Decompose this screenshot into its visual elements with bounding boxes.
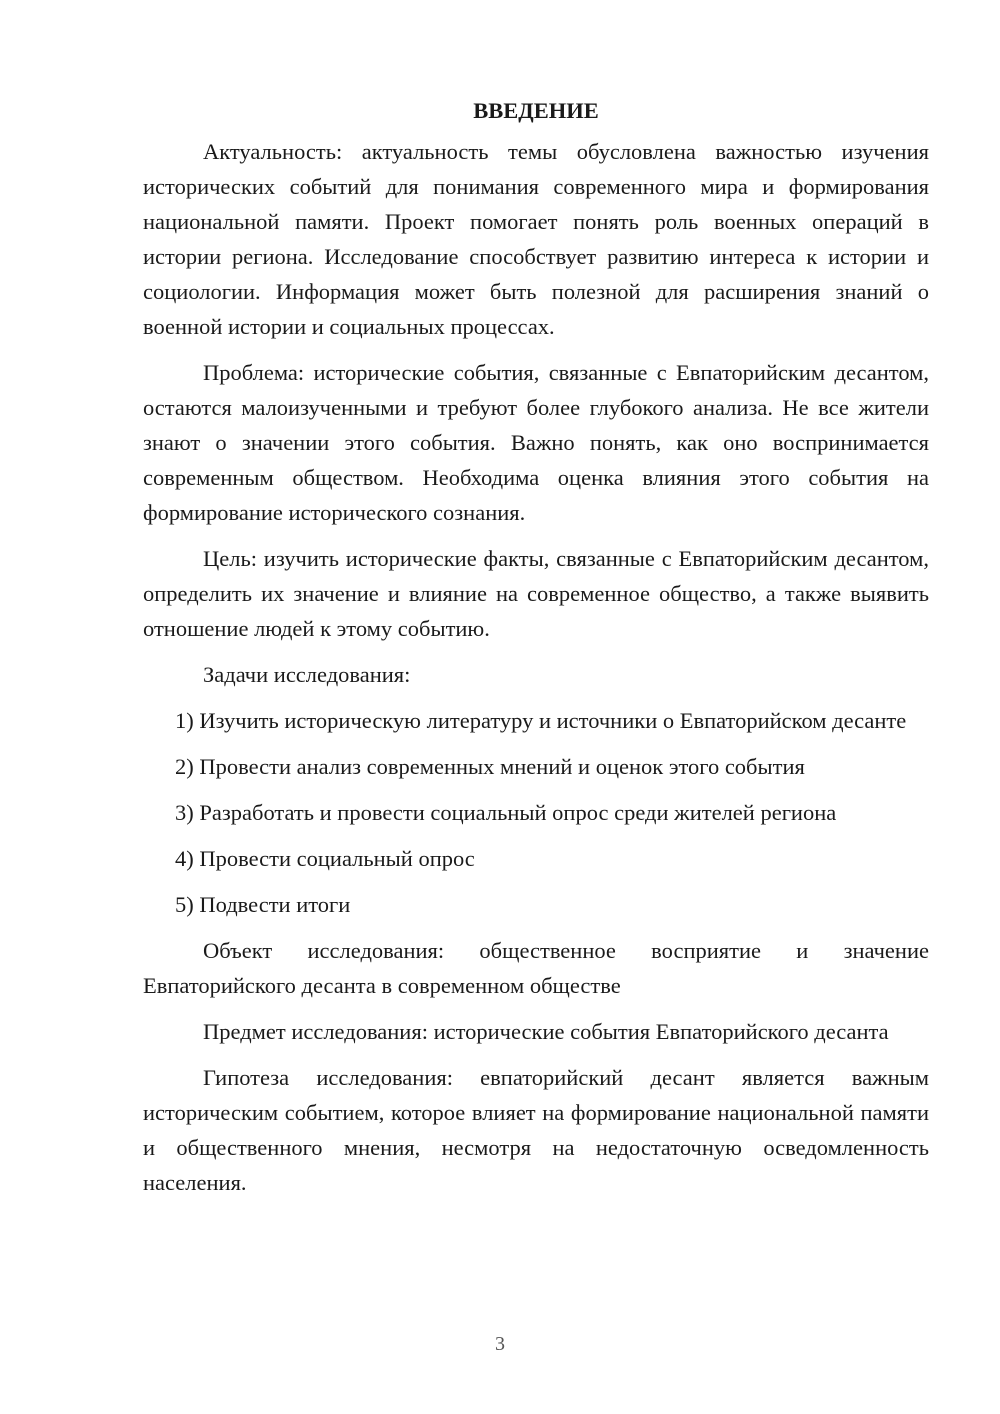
task-item-3: 3) Разработать и провести социальный опрос среди жителей региона [175,800,837,825]
hypothesis-paragraph: Гипотеза исследования: евпаторийский десант является важным историческим событием, которое влияет на формирование национальной памяти и общественного мнения, несмотря на недостаточную осведомленность населения. [143,1065,929,1195]
document-page [143,96,929,1211]
tasks-heading: Задачи исследования: [203,662,411,687]
task-item-2: 2) Провести анализ современных мнений и оценок этого события [175,754,805,779]
task-item-5: 5) Подвести итоги [175,892,351,917]
problem-paragraph: Проблема: исторические события, связанные с Евпаторийским десантом, остаются малоизученными и требуют более глубокого анализа. Не все жители знают о значении этого события. Важно понять, как оно воспринимается современным обществом. Необходима оценка влияния этого события на формирование исторического сознания. [143,360,929,525]
subject-paragraph: Предмет исследования: исторические события Евпаторийского десанта [203,1019,889,1044]
page-number: 3 [495,1333,505,1355]
task-item-1: 1) Изучить историческую литературу и источники о Евпаторийском десанте [175,708,907,733]
object-paragraph: Объект исследования: общественное восприятие и значение Евпаторийского десанта в современном обществе [143,938,929,998]
goal-paragraph: Цель: изучить исторические факты, связанные с Евпаторийским десантом, определить их значение и влияние на современное общество, а также выявить отношение людей к этому событию. [143,546,929,641]
relevance-paragraph: Актуальность: актуальность темы обусловлена важностью изучения исторических событий для понимания современного мира и формирования национальной памяти. Проект помогает понять роль военных операций в истории региона. Исследование способствует развитию интереса к истории и социологии. Информация может быть полезной для расширения знаний о военной истории и социальных процессах. [143,139,929,339]
page-title: ВВЕДЕНИЕ [473,98,599,123]
task-item-4: 4) Провести социальный опрос [175,846,475,871]
